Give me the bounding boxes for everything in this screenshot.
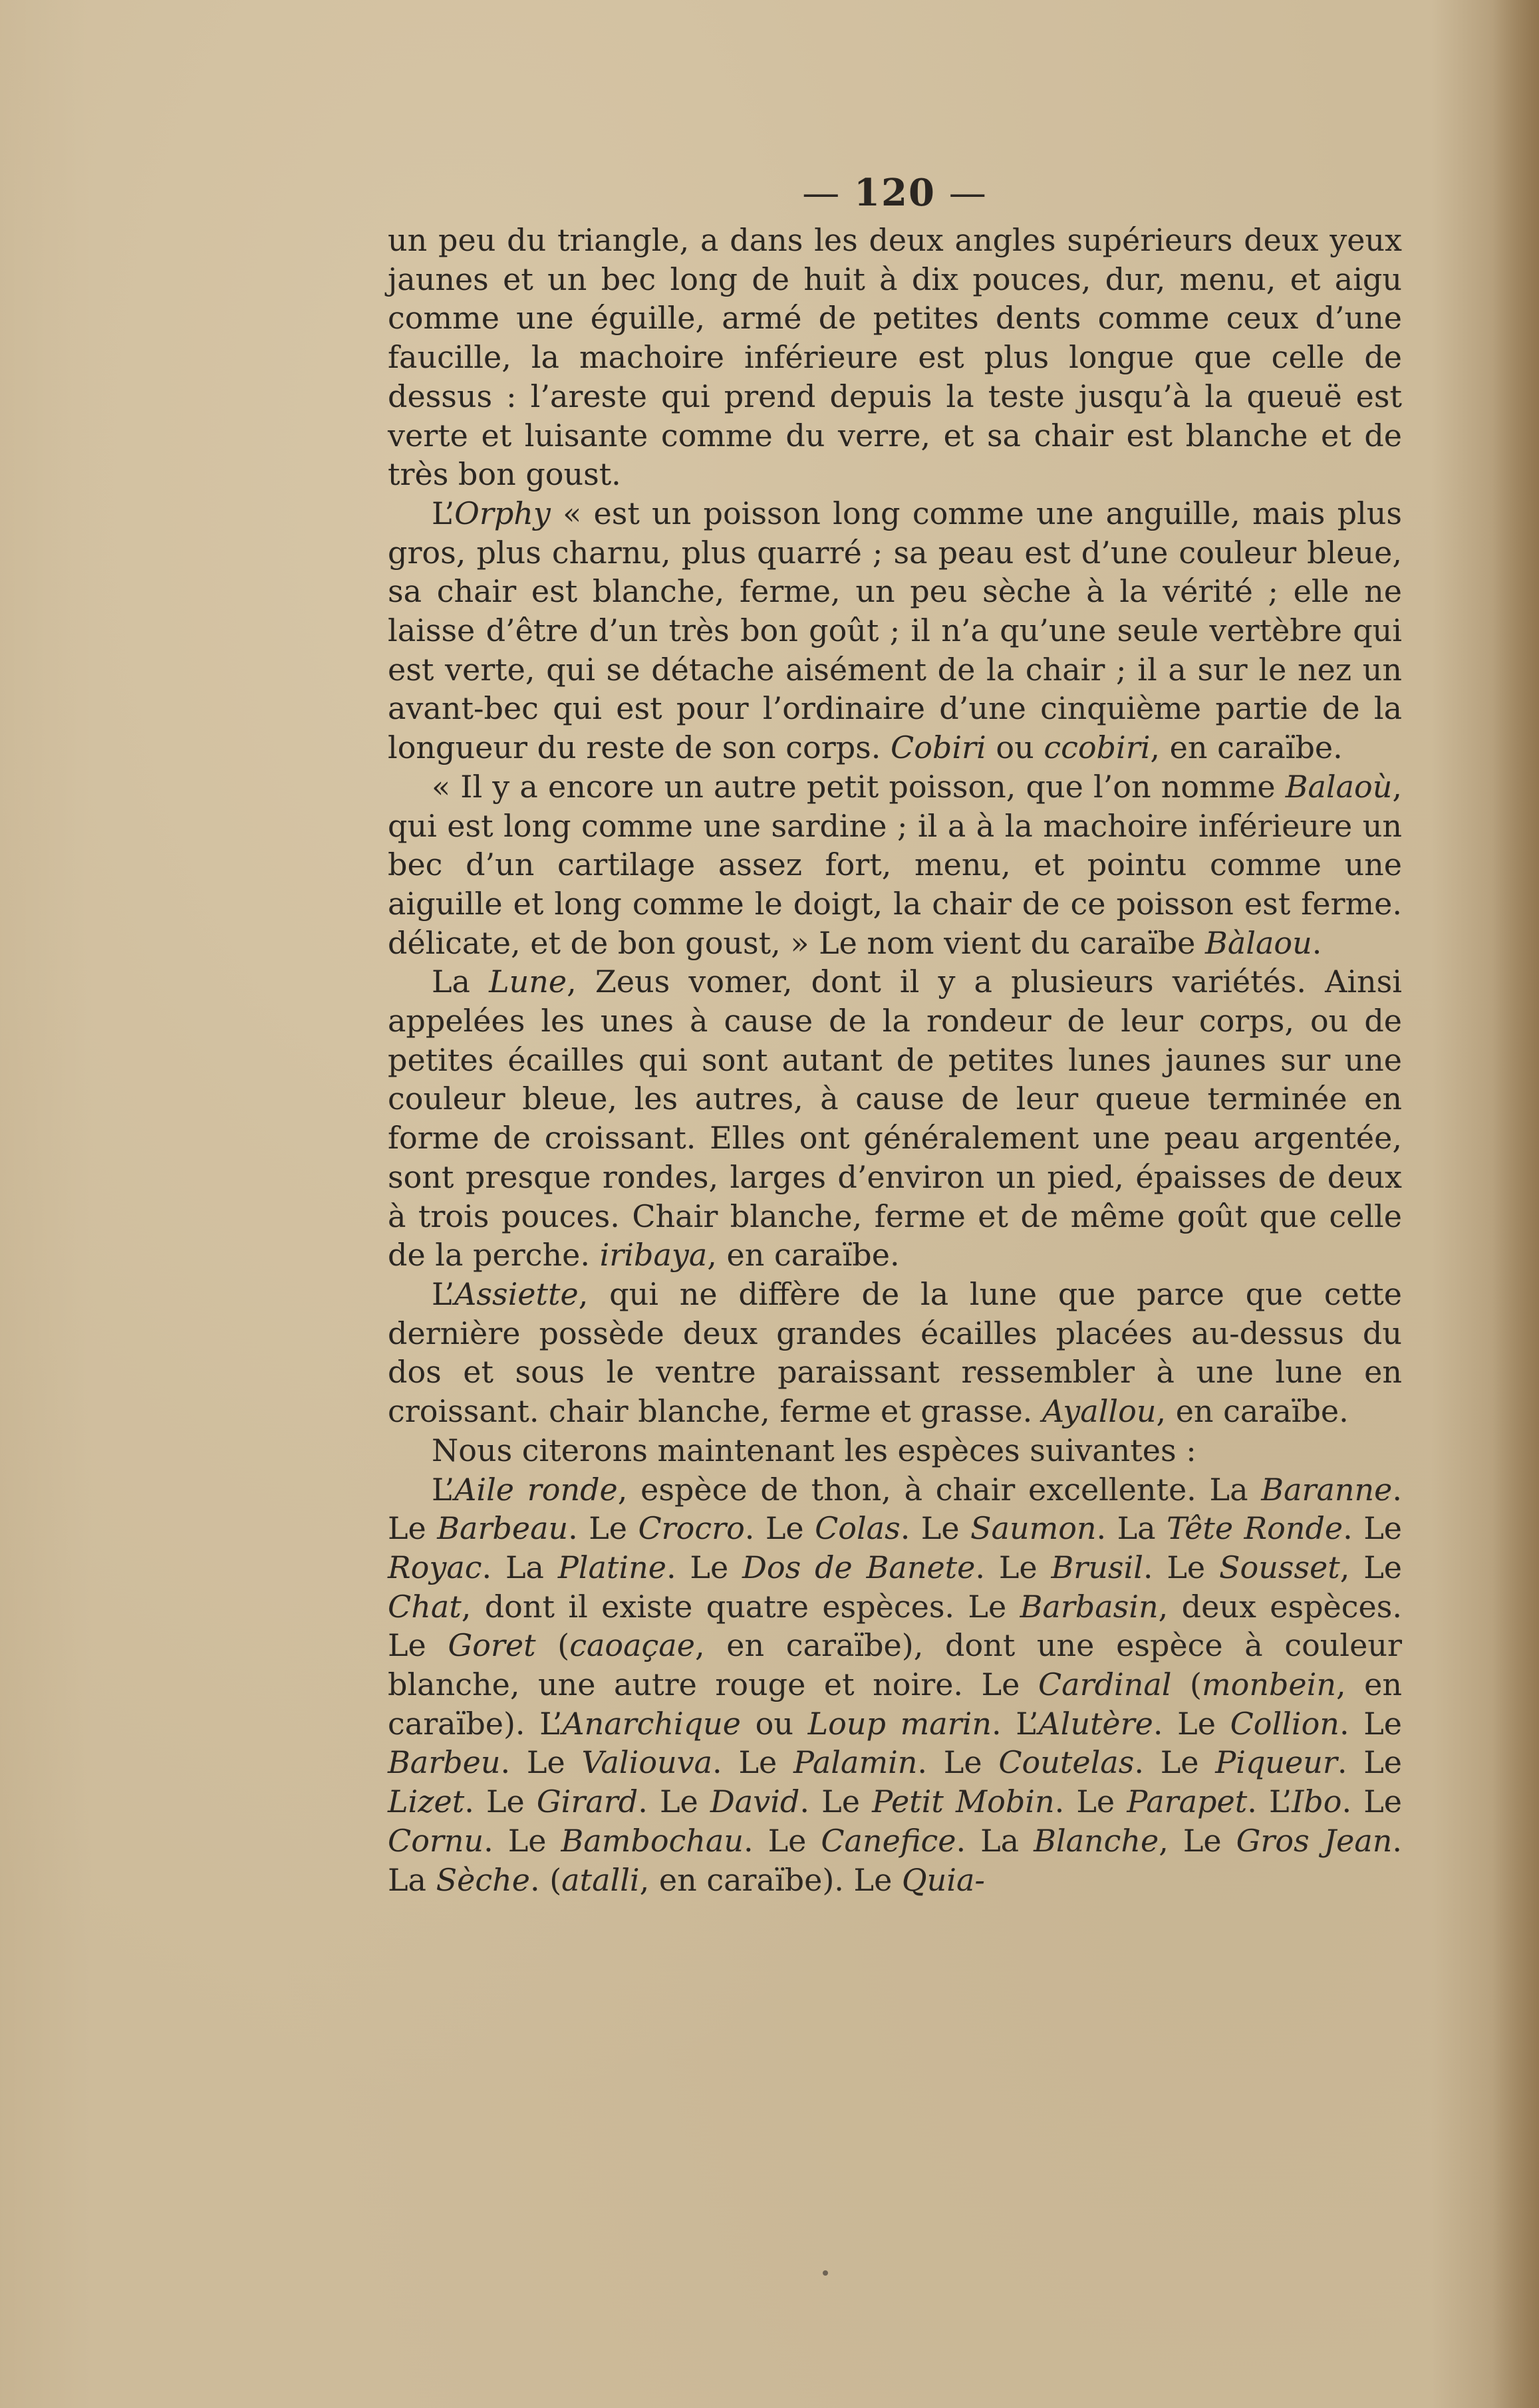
italic-term: Cobiri (891, 730, 986, 766)
text-run: . ( (529, 1861, 562, 1898)
page-edge-shadow (1492, 0, 1539, 2408)
italic-term: Barbasin (1020, 1588, 1159, 1625)
paragraph (388, 494, 1402, 767)
text-run: . Le (799, 1784, 873, 1820)
text-run: . Le (1339, 1705, 1402, 1742)
italic-term: caoaçae (569, 1627, 695, 1664)
italic-term: Girard (536, 1784, 638, 1820)
italic-term: Parapet (1127, 1784, 1248, 1820)
text-run: . Le (568, 1510, 638, 1547)
text-run: . Le (1337, 1744, 1403, 1781)
text-run: . Le (464, 1784, 537, 1820)
text-run: . (1312, 924, 1322, 961)
italic-term: Alutère (1038, 1705, 1153, 1742)
italic-term: Bàlaou (1205, 924, 1312, 961)
italic-term: Quia- (901, 1861, 985, 1898)
italic-term: Bambochau (561, 1822, 744, 1859)
italic-term: Balaoù (1285, 768, 1393, 805)
italic-term: Goret (448, 1627, 536, 1664)
italic-term: Coutelas (998, 1744, 1135, 1781)
page-number (388, 170, 1402, 217)
text-run: , espèce de thon, à chair excellente. La (617, 1471, 1262, 1508)
ink-speck (823, 2270, 828, 2276)
text-run: ou (741, 1705, 808, 1742)
text-run: un peu du triangle, a dans les deux angles supérieurs deux yeux jaunes et un bec long de huit à dix pouces, dur, menu, et aigu comme une éguille, armé de petites dents comme ceux d’une faucille, la machoire inférieure est plus longue que celle de dessus : l’areste qui prend depuis la teste jusqu’à la queuë est verte et luisante comme du verre, et sa chair est blanche et de très bon goust. (388, 222, 1402, 493)
italic-term: Barbeu (388, 1744, 501, 1781)
text-run: L’ (432, 1471, 455, 1508)
text-run: . Le (484, 1822, 561, 1859)
text-run: ( (1171, 1667, 1202, 1703)
italic-term: Baranne (1261, 1471, 1393, 1508)
page-number-prefix: — (802, 172, 855, 215)
text-run: , en caraïbe. (1150, 730, 1343, 766)
text-run: , en caraïbe. (707, 1237, 900, 1273)
text-run: . Le (1134, 1744, 1216, 1781)
italic-term: David (710, 1784, 800, 1820)
text-run: . Le (1343, 1510, 1402, 1547)
italic-term: ccobiri (1044, 730, 1151, 766)
text-run: . Le (638, 1784, 710, 1820)
italic-term: Sèche (436, 1861, 530, 1898)
text-run: . L’ (991, 1705, 1039, 1742)
text-run: . Le (743, 1822, 821, 1859)
text-run: , Zeus vomer, dont il y a plusieurs variétés. Ainsi appelées les unes à cause de la rondeur de leur corps, ou de petites écailles qui sont autant de petites lunes jaunes sur une couleur bleue, les autres, à cause de leur queue terminée en forme de croissant. Elles ont généralement une peau argentée, sont presque rondes, larges d’environ un pied, épaisses de deux à trois pouces. Chair blanche, ferme et de même goût que celle de la perche. (388, 964, 1403, 1273)
text-run: . Le (900, 1510, 971, 1547)
italic-term: atalli (561, 1861, 640, 1898)
text-run: . Le (975, 1549, 1051, 1585)
text-run: , en caraïbe). L’ (388, 1667, 1402, 1742)
text-run: « est un poisson long comme une anguille, mais plus gros, plus charnu, plus quarré ; sa peau est d’une couleur bleue, sa chair est blanche, ferme, un peu sèche à la vérité ; elle ne laisse d’être d’un très bon goût ; il n’a qu’une seule vertèbre qui est verte, qui se détache aisément de la chair ; il a sur le nez un avant-bec qui est pour l’ordinaire d’une cinquième partie de la longueur du reste de son corps. (388, 495, 1402, 766)
text-run: , dont il existe quatre espèces. Le (461, 1588, 1020, 1625)
text-run: . La (482, 1549, 558, 1585)
page-number-value: 120 (854, 171, 936, 215)
text-run: ou (986, 730, 1044, 766)
text-run: . L’ (1247, 1784, 1292, 1820)
paragraph (388, 767, 1402, 963)
text-run: , qui est long comme une sardine ; il a à la machoire inférieure un bec d’un cartilage assez fort, menu, et pointu comme une aiguille et long comme le doigt, la chair de ce poisson est ferme. délicate, et de bon goust, » Le nom vient du caraïbe (388, 768, 1402, 961)
italic-term: Saumon (970, 1510, 1097, 1547)
italic-term: Loup marin (807, 1705, 992, 1742)
paragraph (388, 1470, 1402, 1900)
italic-term: Royac (388, 1549, 482, 1585)
text-run: . Le (1153, 1705, 1230, 1742)
text-run: . Le (917, 1744, 999, 1781)
book-page (388, 170, 1402, 1899)
italic-term: Brusil (1051, 1549, 1143, 1585)
italic-term: Sousset (1219, 1549, 1340, 1585)
italic-term: Barbeau (437, 1510, 569, 1547)
italic-term: Valiouva (581, 1744, 713, 1781)
paragraph (388, 1431, 1402, 1470)
italic-term: Cornu (388, 1822, 484, 1859)
text-run: . La (388, 1822, 1403, 1898)
italic-term: Chat (388, 1588, 462, 1625)
italic-term: Cardinal (1038, 1667, 1172, 1703)
text-run: . Le (712, 1744, 793, 1781)
text-run: . Le (1054, 1784, 1127, 1820)
italic-term: Ibo (1292, 1784, 1342, 1820)
italic-term: Blanche (1034, 1822, 1159, 1859)
text-run: . Le (1341, 1784, 1402, 1820)
italic-term: Gros Jean (1236, 1822, 1393, 1859)
text-run: L’ (432, 1275, 455, 1312)
text-run: L’ (432, 495, 455, 531)
italic-term: Assiette (454, 1275, 579, 1312)
text-run: . Le (666, 1549, 743, 1585)
italic-term: Collion (1230, 1705, 1339, 1742)
italic-term: Piqueur (1215, 1744, 1337, 1781)
body-text (388, 221, 1402, 1899)
text-run: , en caraïbe). Le (639, 1861, 902, 1898)
text-run: Nous citerons maintenant les espèces suivantes : (432, 1432, 1196, 1468)
text-run: . Le (744, 1510, 815, 1547)
italic-term: Tête Ronde (1167, 1510, 1343, 1547)
page-number-suffix: — (935, 172, 988, 215)
italic-term: Lizet (388, 1784, 465, 1820)
italic-term: Aile ronde (454, 1471, 618, 1508)
italic-term: Canefice (821, 1822, 956, 1859)
text-run: , qui ne diffère de la lune que parce que cette dernière possède deux grandes écailles placées au-dessus du dos et sous le ventre paraissant ressembler à une lune en croissant. chair blanche, ferme et grasse. (388, 1275, 1402, 1430)
text-run: . La (956, 1822, 1034, 1859)
text-run: ( (535, 1627, 570, 1664)
italic-term: Palamin (793, 1744, 918, 1781)
italic-term: Colas (815, 1510, 901, 1547)
italic-term: Ayallou (1042, 1393, 1157, 1430)
text-run: , en caraïbe), dont une espèce à couleur blanche, une autre rouge et noire. Le (388, 1627, 1402, 1703)
text-run: . La (1096, 1510, 1167, 1547)
italic-term: Platine (557, 1549, 666, 1585)
text-run: La (432, 964, 490, 1000)
italic-term: Petit Mobin (872, 1784, 1055, 1820)
italic-term: iribaya (599, 1237, 708, 1273)
text-run: , Le (1159, 1822, 1236, 1859)
text-run: . Le (1143, 1549, 1220, 1585)
italic-term: Lune (489, 964, 567, 1000)
text-run: « Il y a encore un autre petit poisson, que l’on nomme (432, 768, 1286, 805)
text-run: , Le (1339, 1549, 1403, 1585)
italic-term: monbein (1202, 1667, 1336, 1703)
paragraph (388, 1275, 1402, 1431)
text-run: . Le (388, 1471, 1403, 1547)
text-run: . Le (500, 1744, 582, 1781)
text-run: , deux espèces. Le (388, 1588, 1402, 1664)
paragraph (388, 962, 1402, 1275)
paragraph (388, 221, 1402, 494)
italic-term: Anarchique (562, 1705, 741, 1742)
text-run: , en caraïbe. (1156, 1393, 1349, 1430)
italic-term: Dos de Banete (742, 1549, 976, 1585)
italic-term: Orphy (454, 495, 551, 531)
italic-term: Crocro (638, 1510, 745, 1547)
